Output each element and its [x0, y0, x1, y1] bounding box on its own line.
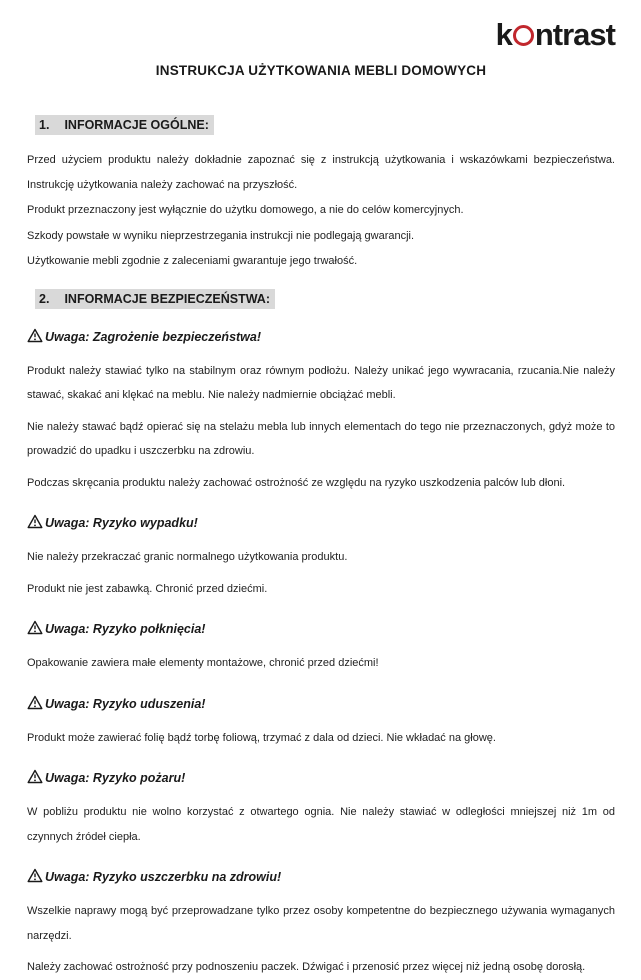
warning-heading — [27, 868, 615, 886]
warning-heading — [27, 514, 615, 532]
warning-triangle-icon — [27, 868, 43, 886]
warning-heading — [27, 769, 615, 787]
warning-triangle-icon — [27, 514, 43, 532]
warning-triangle-icon — [27, 769, 43, 787]
paragraph: Produkt może zawierać folię bądź torbę foliową, trzymać z dala od dzieci. Nie wkładać na głowę. — [27, 731, 496, 744]
section-2-number: 2. — [39, 291, 50, 306]
paragraph: Nie należy przekraczać granic normalnego użytkowania produktu. — [27, 551, 348, 563]
warning-block — [27, 868, 615, 980]
warning-label: Uwaga: Ryzyko pożaru! — [45, 771, 186, 785]
warning-label: Uwaga: Ryzyko uszczerbku na zdrowiu! — [45, 870, 282, 884]
paragraph: W pobliżu produktu nie wolno korzystać z otwartego ognia. Nie należy stawiać w odległości mniejszej niż 1m od czynnych źródeł ciepła. — [27, 806, 615, 843]
paragraph: Użytkowanie mebli zgodnie z zaleceniami gwarantuje jego trwałość. — [27, 255, 358, 267]
paragraph: Szkody powstałe w wyniku nieprzestrzegania instrukcji nie podlegają gwarancji. — [27, 229, 415, 242]
warning-block — [27, 328, 615, 496]
warning-block — [27, 769, 615, 849]
section-2-heading-highlight — [35, 289, 275, 309]
warning-label: Uwaga: Ryzyko wypadku! — [45, 516, 198, 530]
warning-triangle-icon — [27, 328, 43, 346]
warning-label: Uwaga: Zagrożenie bezpieczeństwa! — [45, 329, 262, 344]
paragraph: Nie należy stawać bądź opierać się na stelażu mebla lub innych elementach do tego nie przeznaczonych, gdyż może to prowadzić do upadku i uszczerbku na zdrowiu. — [27, 420, 615, 457]
paragraph: Podczas skręcania produktu należy zachować ostrożność ze względu na ryzyko uszkodzenia palców lub dłoni. — [27, 476, 566, 489]
warning-triangle-icon — [27, 695, 43, 713]
paragraph: Produkt przeznaczony jest wyłącznie do użytku domowego, a nie do celów komercyjnych. — [27, 204, 464, 216]
page-title: INSTRUKCJA UŻYTKOWANIA MEBLI DOMOWYCH — [155, 63, 487, 78]
paragraph: Produkt należy stawiać tylko na stabilnym oraz równym podłożu. Należy unikać jego wywracania, rzucania.Nie należy stawać, skakać ani klękać na meblu. Nie należy nadmiernie obciążać mebli. — [27, 364, 615, 401]
section-1-heading — [35, 115, 615, 135]
paragraph: Należy zachować ostrożność przy podnoszeniu paczek. Dźwigać i przenosić przez więcej niż jedną osobę dorosłą. — [27, 961, 586, 973]
paragraph: Wszelkie naprawy mogą być przeprowadzane tylko przez osoby kompetentne do bezpiecznego używania wymaganych narzędzi. — [27, 905, 615, 942]
section-1-heading-highlight — [35, 115, 214, 135]
warning-label: Uwaga: Ryzyko połknięcia! — [45, 622, 206, 636]
warning-block — [27, 695, 615, 751]
section-1-label: INFORMACJE OGÓLNE: — [64, 118, 209, 132]
section-2-label: INFORMACJE BEZPIECZEŃSTWA: — [64, 291, 270, 306]
logo-text-prefix: k — [495, 17, 512, 52]
kontrast-logo — [496, 18, 615, 52]
warning-heading — [27, 620, 615, 638]
warning-block — [27, 514, 615, 601]
logo-text-suffix: ntrast — [534, 17, 615, 52]
warning-block — [27, 620, 615, 676]
warning-heading — [27, 695, 615, 713]
logo-row — [27, 18, 615, 56]
warning-label: Uwaga: Ryzyko uduszenia! — [45, 696, 206, 711]
section-2-heading — [35, 289, 615, 309]
paragraph: Przed użyciem produktu należy dokładnie zapoznać się z instrukcją użytkowania i wskazówkami bezpieczeństwa. Instrukcję użytkowania należy zachować na przyszłość. — [27, 154, 615, 191]
paragraph: Produkt nie jest zabawką. Chronić przed dziećmi. — [27, 582, 268, 595]
warning-triangle-icon — [27, 620, 43, 638]
section-1-number: 1. — [39, 118, 50, 132]
logo-red-ring-icon — [513, 25, 534, 46]
warning-heading — [27, 328, 615, 346]
paragraph: Opakowanie zawiera małe elementy montażowe, chronić przed dziećmi! — [27, 657, 379, 669]
